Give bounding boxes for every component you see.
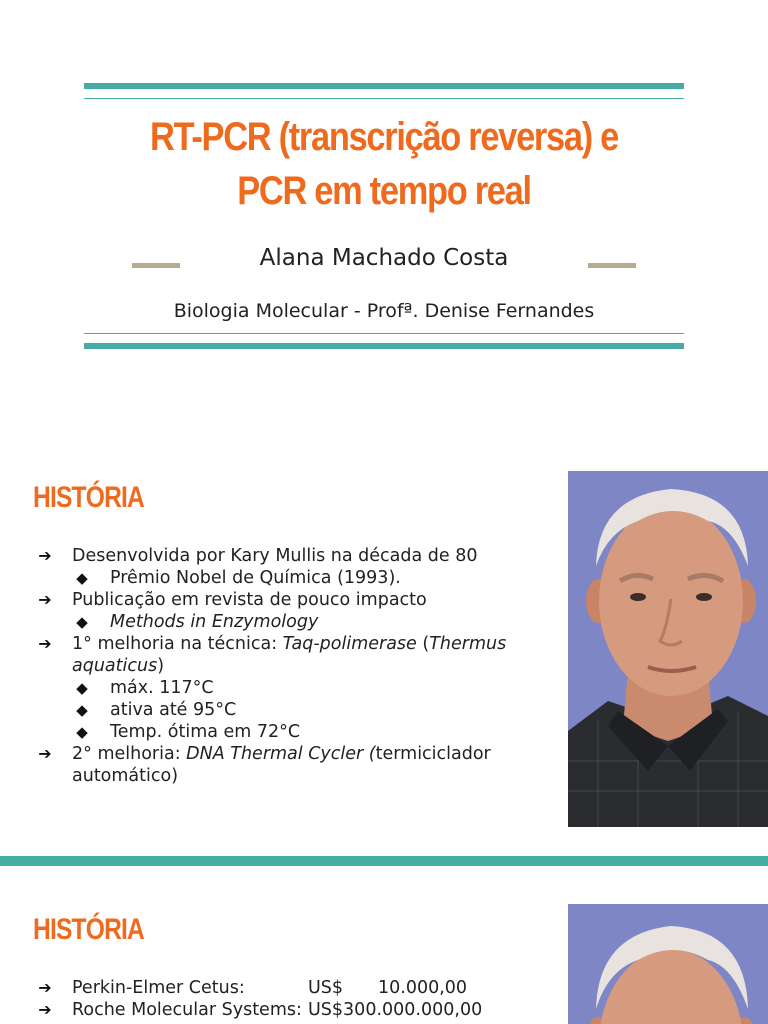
cost-list: [33, 977, 533, 1021]
company-name: Roche Molecular Systems:: [72, 1000, 302, 1020]
bullet-text: [72, 744, 491, 786]
italic-text: Methods in Enzymology: [110, 612, 319, 632]
arrow-right-icon: ➔: [38, 546, 52, 565]
sub-bullet-item: [33, 567, 513, 589]
cost-row-perkin: [33, 977, 533, 999]
portrait-illustration: [568, 471, 768, 827]
sub-bullet-item: [33, 699, 513, 721]
sub-bullet-item: [33, 677, 513, 699]
bullet-item: [33, 589, 513, 611]
italic-text: Taq-polimerase: [282, 634, 417, 654]
sub-bullet-item: [33, 611, 513, 633]
text-run: Prêmio Nobel de Química (1993).: [110, 568, 401, 588]
top-thick-rule: [84, 83, 684, 89]
arrow-right-icon: ➔: [38, 634, 52, 653]
portrait-illustration-2: [568, 904, 768, 1024]
text-run: ativa até 95°C: [110, 700, 237, 720]
bullet-text: [110, 568, 401, 588]
top-thin-rule: [84, 98, 684, 99]
company-name: Perkin-Elmer Cetus:: [72, 978, 245, 998]
kary-mullis-photo: [568, 471, 768, 827]
text-run: máx. 117°C: [110, 678, 214, 698]
bullet-text: [72, 546, 478, 566]
bullet-item: [33, 633, 513, 677]
history-list: [33, 545, 513, 787]
diamond-bullet-icon: ◆: [76, 723, 88, 741]
text-run: termiciclador automático): [72, 744, 491, 786]
diamond-bullet-icon: ◆: [76, 613, 88, 631]
history-heading: HISTÓRIA: [33, 481, 144, 514]
diamond-bullet-icon: ◆: [76, 701, 88, 719]
text-run: 1° melhoria na técnica:: [72, 634, 283, 654]
text-run: ): [157, 656, 165, 676]
amount: US$300.000.000,00: [308, 1000, 483, 1020]
text-run: Temp. ótima em 72°C: [110, 722, 301, 742]
text-run: (: [416, 634, 430, 654]
course-line: Biologia Molecular - Profª. Denise Fernandes: [173, 300, 595, 322]
amount: 10.000,00: [378, 978, 468, 998]
bullet-text: [110, 612, 318, 632]
title-line-1: RT-PCR (transcrição reversa) e: [150, 115, 618, 159]
title-line-2: PCR em tempo real: [237, 169, 531, 213]
bullet-text: [110, 722, 300, 742]
presentation-title: [126, 110, 642, 218]
arrow-right-icon: ➔: [38, 1000, 52, 1019]
history-slide-2: [0, 866, 768, 1024]
kary-mullis-photo-2: [568, 904, 768, 1024]
italic-text: Thermus aquaticus: [72, 634, 507, 676]
sub-bullet-item: [33, 721, 513, 743]
bullet-item: [33, 545, 513, 567]
currency: US$: [308, 978, 344, 998]
arrow-right-icon: ➔: [38, 744, 52, 763]
diamond-bullet-icon: ◆: [76, 679, 88, 697]
bullet-text: [72, 590, 427, 610]
text-run: Desenvolvida por Kary Mullis na década de 80: [72, 546, 478, 566]
text-run: 2° melhoria:: [72, 744, 187, 764]
arrow-right-icon: ➔: [38, 590, 52, 609]
bottom-thin-rule: [84, 333, 684, 334]
history-heading-2: HISTÓRIA: [33, 913, 144, 946]
diamond-bullet-icon: ◆: [76, 569, 88, 587]
bottom-thick-rule: [84, 343, 684, 349]
bullet-item: [33, 743, 513, 787]
arrow-right-icon: ➔: [38, 978, 52, 997]
bullet-text: [110, 678, 214, 698]
slide-separator: [0, 856, 768, 866]
cost-row-roche: [33, 999, 533, 1021]
text-run: Publicação em revista de pouco impacto: [72, 590, 427, 610]
author-name: Alana Machado Costa: [259, 245, 509, 271]
bullet-text: [72, 634, 506, 676]
bullet-text: [110, 700, 236, 720]
italic-text: DNA Thermal Cycler (: [186, 744, 376, 764]
